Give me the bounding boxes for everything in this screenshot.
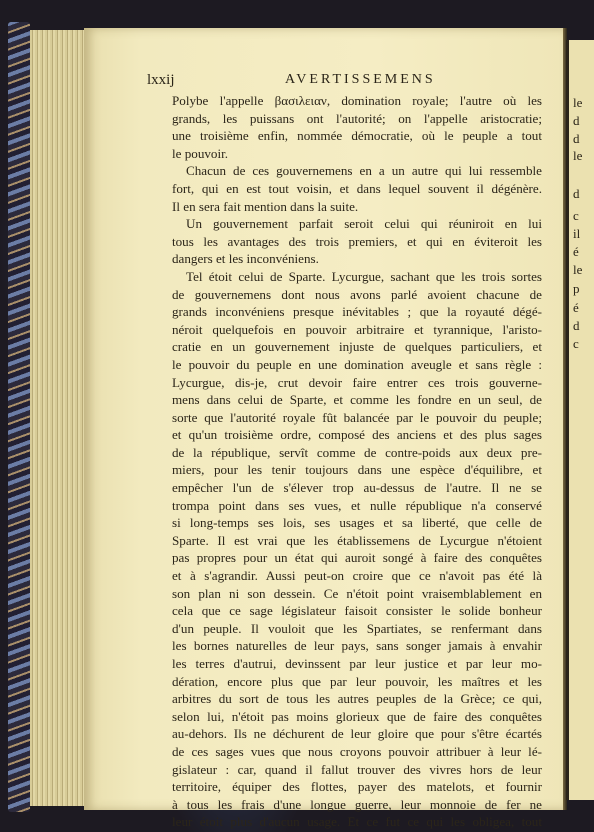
text-line: cela que ce sage législateur faisoit consister le solide bonheur (172, 603, 542, 619)
facing-page-fragment: d (573, 186, 580, 201)
marbled-cover-edge (8, 22, 30, 812)
text-line: de la république, servît comme de contre-poids aux deux pre- (172, 444, 542, 460)
facing-page-fragment: c (573, 208, 579, 223)
facing-page-fragment: é (573, 300, 579, 315)
text-line: d'un peuple. Il vouloit que les Spartiates, se renfermant dans (172, 620, 542, 636)
text-line: empêcher l'un de s'élever trop au-dessus de l'autre. Il ne se (172, 480, 542, 496)
text-line: sorte que l'autorité royale fût balancée par le pouvoir du peuple; (172, 409, 542, 425)
text-line: le pouvoir. (172, 145, 229, 161)
facing-page-edge (566, 40, 594, 800)
text-line: et à s'agrandir. Aussi peut-on croire que ce n'avoit pas été là (172, 568, 542, 584)
facing-page-fragment: d (573, 131, 580, 146)
text-line: Un gouvernement parfait seroit celui qui réuniroit en lui (186, 216, 542, 232)
facing-page-fragment: d (573, 113, 580, 128)
text-line: tous les avantages des trois premiers, et qui en éviteroit les (172, 233, 542, 249)
facing-page-fragment: le (573, 148, 583, 163)
text-line: arbitres du sort de tous les autres peuples de la Grèce; ce qui, (172, 691, 542, 707)
text-line: pas propres pour un état qui auroit songé à faire des conquêtes (172, 550, 542, 566)
text-line: au-dehors. Ils ne déchurent de leur gloire que pour s'être écartés (172, 726, 542, 742)
text-line: mens dans celui de Sparte, et comme les fondre en un seul, de (172, 392, 542, 408)
text-line: si long-temps ses lois, ses usages et sa liberté, que celle de (172, 515, 542, 531)
text-line: gislateur : car, quand il fallut trouver des vivres hors de leur (172, 761, 542, 777)
text-line: les terres d'autrui, devinssent par leur justice et par leur mo- (172, 656, 542, 671)
text-line: de gouvernemens dont nous avons parlé avoient chacune de (172, 286, 542, 302)
text-line: leur étoit plus d'aucun usage. Et ce fut ce qui les obligea, tout (172, 814, 542, 830)
page-header (147, 72, 542, 92)
facing-page-fragment: le (573, 95, 583, 110)
body-text (172, 92, 542, 831)
text-line: fort, qui en est tout voisin, et dans lequel souvent il dégénère. (172, 180, 542, 196)
page-edges-stack (30, 30, 86, 806)
text-line: grands, les puissans ont l'autorité; on l'appelle aristocratie; (172, 110, 542, 126)
facing-page-fragment: d (573, 318, 580, 333)
text-line: une troisième enfin, nommée démocratie, où le peuple a tout (172, 128, 542, 144)
text-line: miers, pour les tenir toujours dans une espèce d'équilibre, et (172, 462, 542, 478)
text-line: le pouvoir du peuple en une domination aveugle et sans règle : (172, 356, 542, 372)
facing-page-fragment: c (573, 336, 579, 351)
facing-page-fragment: p (573, 281, 580, 296)
text-line: territoire, équiper des flottes, payer des matelots, et fournir (172, 779, 542, 795)
text-line: son plan ni son dessein. Ce n'étoit point vraisemblablement en (172, 585, 542, 601)
text-line: dération, encore plus que par leur pouvoir, les maîtres et les (172, 673, 542, 689)
text-line: les bornes naturelles de leur pays, sans songer jamais à envahir (172, 638, 542, 654)
text-line: de ces sages vues que nous croyons pouvoir attribuer à leur lé- (172, 743, 542, 759)
text-line: dangers et les inconvéniens. (172, 251, 319, 267)
running-title: AVERTISSEMENS (285, 72, 436, 87)
text-line: Chacun de ces gouvernemens en a un autre qui lui ressemble (186, 163, 542, 179)
facing-page-fragment: é (573, 244, 579, 259)
text-line: et qu'un troisième ordre, composé des anciens et des plus sages (172, 427, 542, 443)
text-line: Sparte. Il est vrai que les établissemens de Lycurgue n'étoient (172, 532, 542, 548)
text-line: Lycurgue, dis-je, crut devoir faire entrer ces trois gouverne- (172, 374, 542, 390)
text-line: à tous les frais d'une longue guerre, leur monnoie de fer ne (172, 796, 542, 812)
text-line: Polybe l'appelle βασιλειαν, domination royale; l'autre où les (172, 93, 542, 108)
facing-page-fragment: il (573, 226, 581, 241)
text-line: néroit quelquefois en pouvoir arbitraire et tyrannique, l'aristo- (172, 321, 542, 337)
text-line: trompa point dans ses vues, et nulle république n'a conservé (172, 497, 542, 513)
text-line: Il en sera fait mention dans la suite. (172, 198, 359, 214)
text-line: grands inconvéniens presque inévitables ; que la royauté dégé- (172, 304, 542, 320)
text-line: selon lui, n'étoit pas moins glorieux que de faire des conquêtes (172, 708, 542, 724)
page-number: lxxij (147, 72, 175, 88)
text-line: Tel étoit celui de Sparte. Lycurgue, sachant que les trois sortes (186, 268, 542, 284)
facing-page-fragment: le (573, 262, 583, 277)
text-line: cratie en un gouvernement injuste de quelques particuliers, et (172, 339, 542, 355)
